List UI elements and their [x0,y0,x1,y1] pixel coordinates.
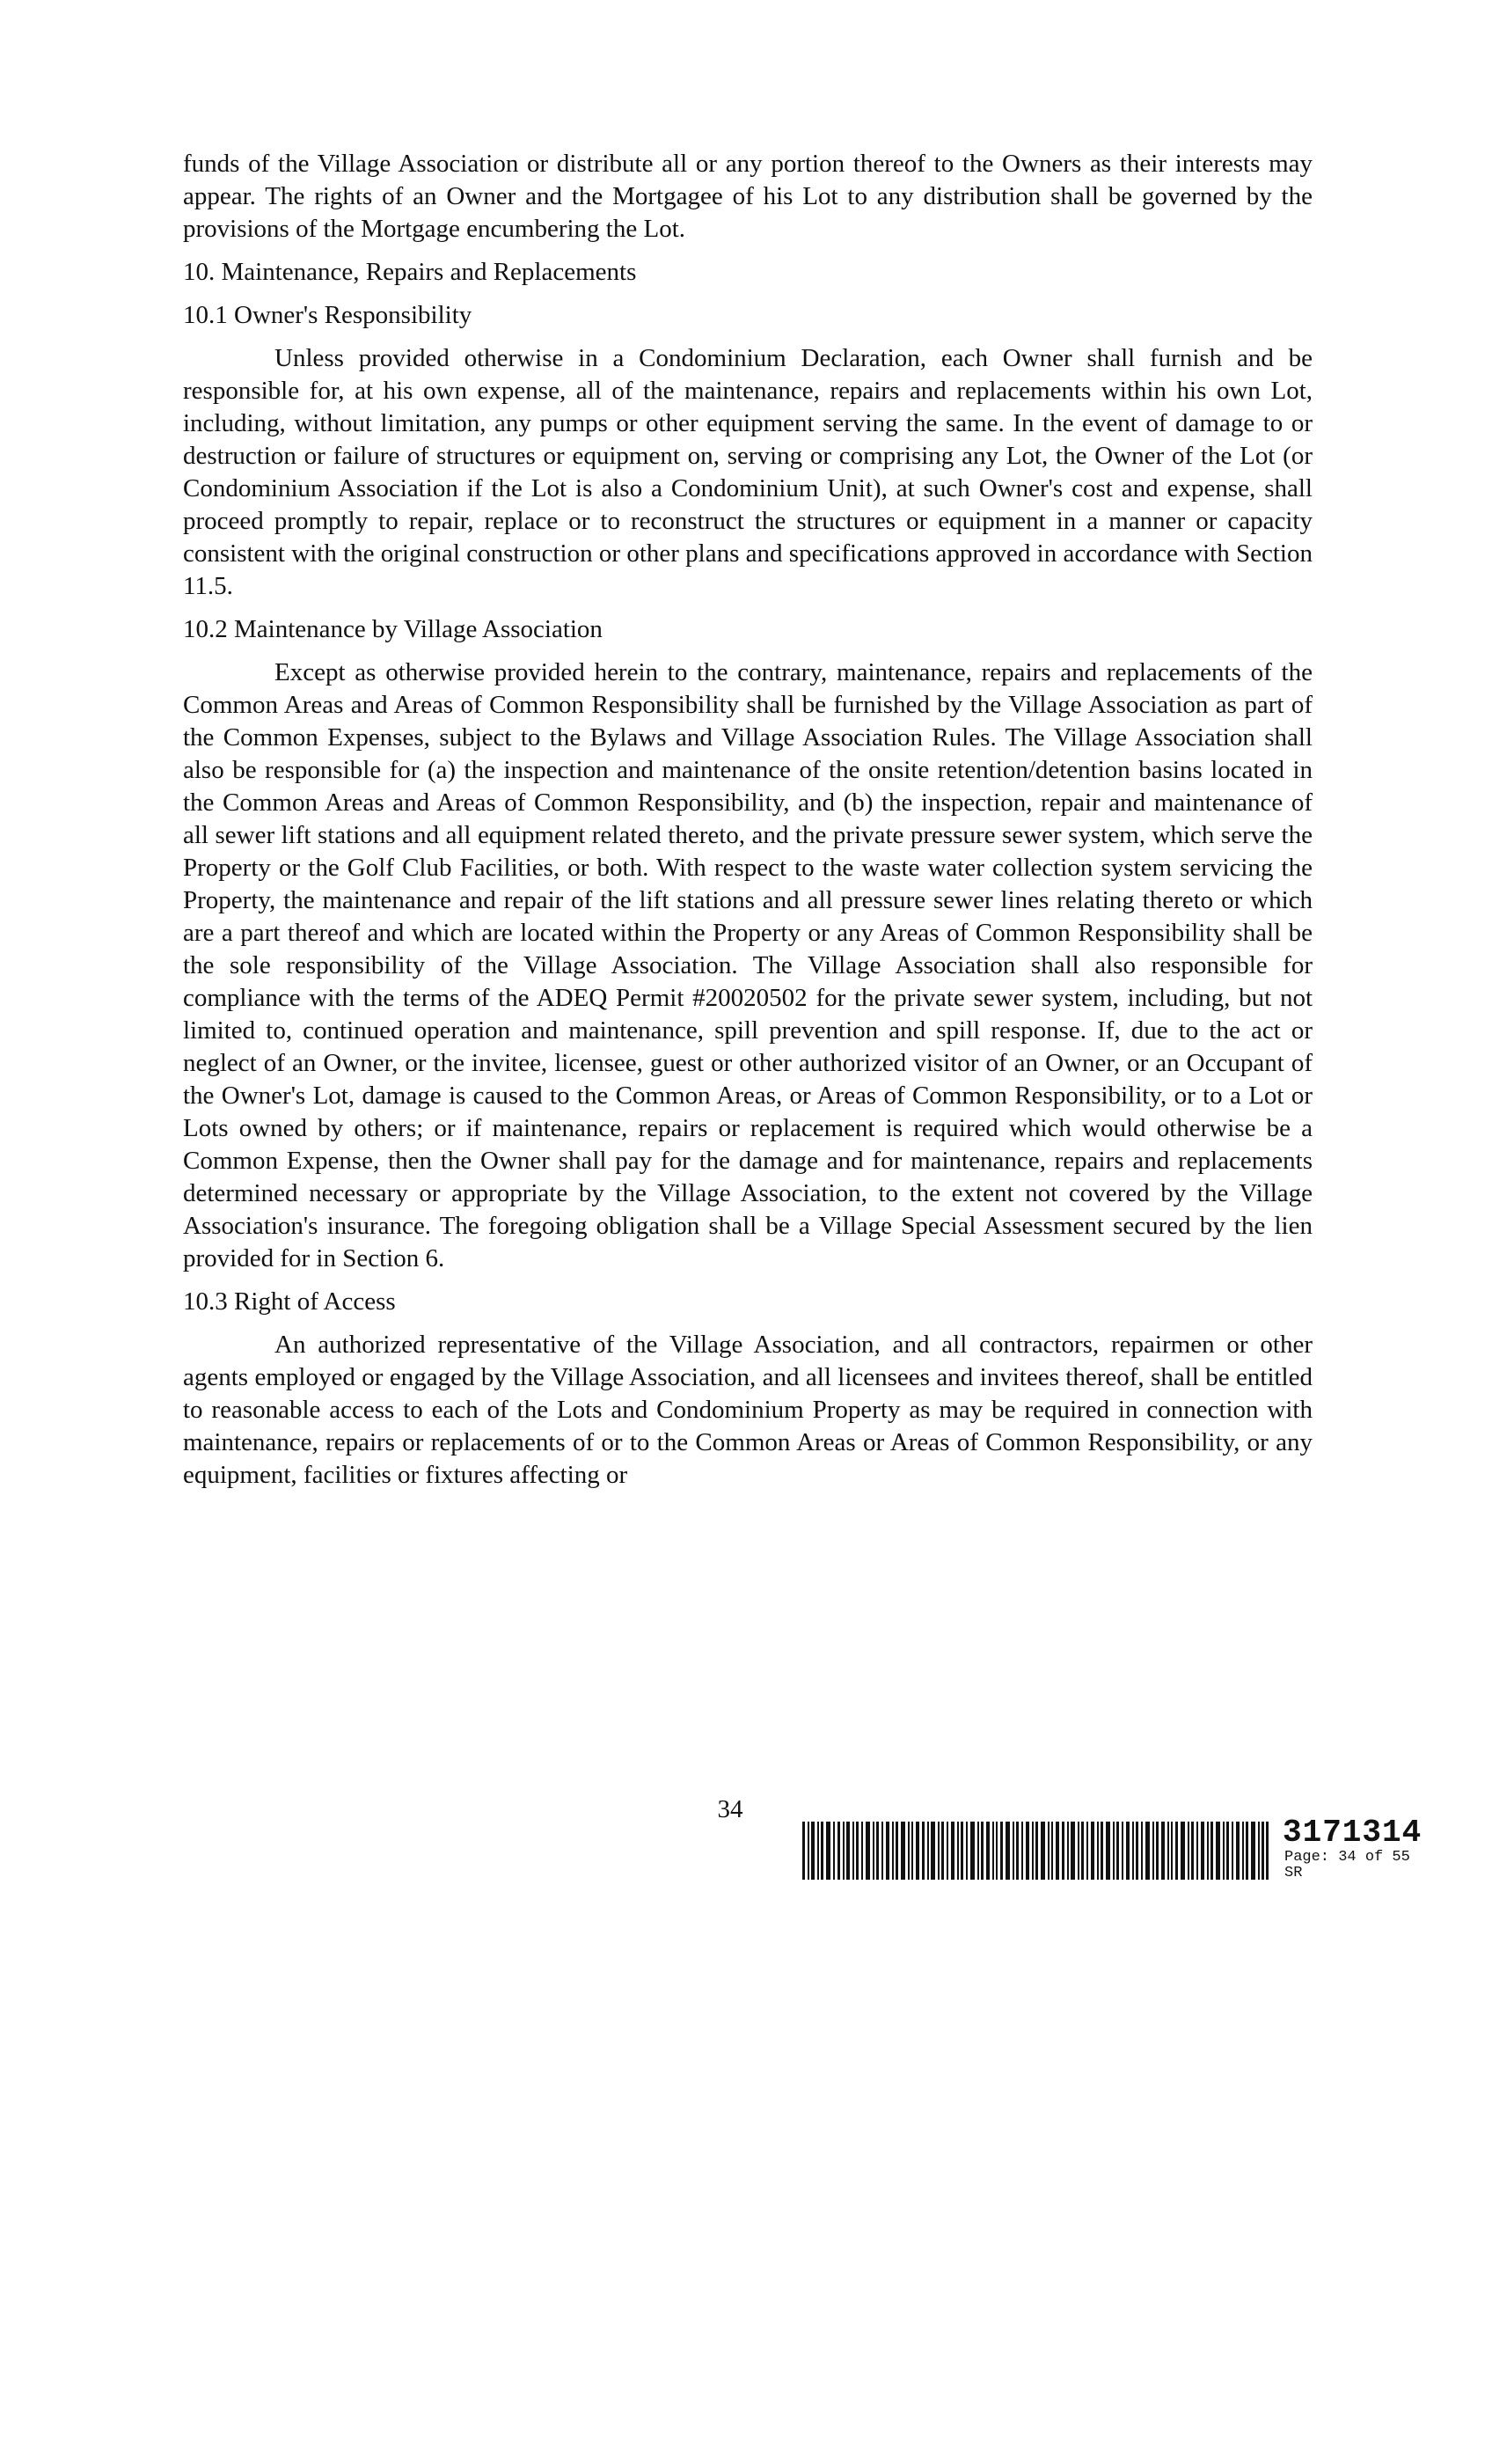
section-10-1-body: Unless provided otherwise in a Condominium Declaration, each Owner shall furnish and be responsible for, at his own expense, all of the maintenance, repairs and replacements within his own Lot, including, without limitation, any pumps or other equipment serving the same. In the event of damage to or destruction or failure of structures or equipment on, serving or comprising any Lot, the Owner of the Lot (or Condominium Association if the Lot is also a Condominium Unit), at such Owner's cost and expense, shall proceed promptly to repair, replace or to reconstruct the structures or equipment in a manner or capacity consistent with the original construction or other plans and specifications approved in accordance with Section 11.5. [183,344,1313,600]
recording-stamp [802,1816,1453,1896]
section-10-2-heading: 10.2 Maintenance by Village Association [183,615,603,643]
section-10-1-heading: 10.1 Owner's Responsibility [183,301,472,329]
barcode-icon [802,1822,1269,1880]
section-10-3-heading: 10.3 Right of Access [183,1287,396,1316]
page-number: 34 [717,1795,743,1823]
section-10-heading: 10. Maintenance, Repairs and Replacements [183,258,637,286]
recording-number: 3171314 [1283,1815,1423,1851]
carryover-paragraph: funds of the Village Association or distribute all or any portion thereof to the Owners as their interests may appear. The rights of an Owner and the Mortgagee of his Lot to any distribution shall be governed by the provisions of the Mortgage encumbering the Lot. [183,150,1313,243]
document-body [183,148,1313,1492]
recording-initials: SR [1284,1865,1303,1881]
section-10-2-body: Except as otherwise provided herein to the contrary, maintenance, repairs and replacements of the Common Areas and Areas of Common Responsibility shall be furnished by the Village Association as part of the Common Expenses, subject to the Bylaws and Village Association Rules. The Village Association shall also be responsible for (a) the inspection and maintenance of the onsite retention/detention basins located in the Common Areas and Areas of Common Responsibility, and (b) the inspection, repair and maintenance of all sewer lift stations and all equipment related thereto, and the private pressure sewer system, which serve the Property or the Golf Club Facilities, or both. With respect to the waste water collection system servicing the Property, the maintenance and repair of the lift stations and all pressure sewer lines relating thereto or which are a part thereof and which are located within the Property or any Areas of Common Responsibility shall be the sole responsibility of the Village Association. The Village Association shall also responsible for compliance with the terms of the ADEQ Permit #20020502 for the private sewer system, including, but not limited to, continued operation and maintenance, spill prevention and spill response. If, due to the act or neglect of an Owner, or the invitee, licensee, guest or other authorized visitor of an Owner, or an Occupant of the Owner's Lot, damage is caused to the Common Areas, or Areas of Common Responsibility, or to a Lot or Lots owned by others; or if maintenance, repairs or replacement is required which would otherwise be a Common Expense, then the Owner shall pay for the damage and for maintenance, repairs and replacements determined necessary or appropriate by the Village Association, to the extent not covered by the Village Association's insurance. The foregoing obligation shall be a Village Special Assessment secured by the lien provided for in Section 6. [183,658,1313,1272]
section-10-3-body: An authorized representative of the Village Association, and all contractors, repairmen or other agents employed or engaged by the Village Association, and all licensees and invitees thereof, shall be entitled to reasonable access to each of the Lots and Condominium Property as may be required in connection with maintenance, repairs or replacements of or to the Common Areas or Areas of Common Responsibility, or any equipment, facilities or fixtures affecting or [183,1331,1313,1489]
recording-page-label: Page: 34 of 55 [1284,1849,1410,1866]
